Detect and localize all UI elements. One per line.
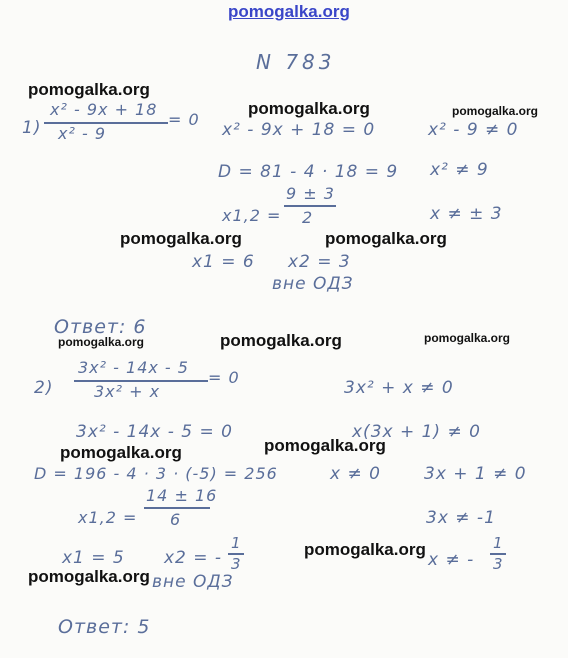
watermark: pomogalka.org — [28, 567, 150, 586]
part1-roots-numerator: 9 ± 3 — [286, 184, 335, 203]
part1-outside-domain: вне ОДЗ — [272, 274, 354, 294]
part2-fraction — [74, 358, 208, 404]
part1-root-x1: x1 = 6 — [192, 252, 255, 272]
part2-answer: Ответ: 5 — [58, 616, 151, 638]
part2-root-x2-numerator: 1 — [231, 534, 242, 552]
part1-label: 1) — [22, 118, 42, 138]
part1-root-x2: x2 = 3 — [288, 252, 351, 272]
part2-condition-d-fraction — [490, 534, 506, 574]
part2-outside-domain: вне ОДЗ — [152, 572, 234, 592]
part2-root-x1: x1 = 5 — [62, 548, 125, 568]
part2-fraction-numerator: 3x² - 14x - 5 — [78, 358, 189, 377]
part2-condition: 3x² + x ≠ 0 — [344, 378, 454, 398]
part2-roots-denominator: 6 — [170, 510, 182, 529]
watermark: pomogalka.org — [120, 229, 242, 248]
watermark: pomogalka.org — [60, 443, 182, 462]
watermark: pomogalka.org — [28, 80, 150, 99]
part2-condition-c: 3x ≠ -1 — [426, 508, 496, 528]
part2-root-x2-fraction — [228, 534, 244, 574]
part2-root-x2-label: x2 = - — [164, 548, 223, 568]
part2-label: 2) — [34, 378, 54, 398]
part2-root-x2-denominator: 3 — [231, 555, 242, 573]
part2-factored: x(3x + 1) ≠ 0 — [352, 422, 481, 442]
part2-eq-zero: = 0 — [208, 368, 240, 387]
site-title-link[interactable]: pomogalka.org — [228, 2, 350, 21]
part2-roots-numerator: 14 ± 16 — [146, 486, 218, 505]
part2-roots-label: x1,2 = — [78, 508, 138, 527]
part2-discriminant: D = 196 - 4 · 3 · (-5) = 256 — [34, 464, 278, 483]
watermark: pomogalka.org — [264, 436, 386, 455]
part1-fraction-denominator: x² - 9 — [58, 124, 107, 143]
watermark: pomogalka.org — [304, 540, 426, 559]
part1-condition-2: x² ≠ 9 — [430, 160, 489, 180]
part1-eq-zero: = 0 — [168, 110, 200, 129]
part1-answer: Ответ: 6 — [54, 316, 147, 338]
part1-roots-label: x1,2 = — [222, 206, 282, 225]
part1-numerator-equation: x² - 9x + 18 = 0 — [222, 120, 376, 140]
watermark: pomogalka.org — [424, 331, 511, 345]
part2-condition-d-numerator: 1 — [493, 534, 504, 552]
part2-condition-d-label: x ≠ - — [428, 550, 475, 570]
part1-roots-fraction — [284, 184, 336, 228]
part1-condition-3: x ≠ ± 3 — [430, 204, 503, 224]
part1-condition: x² - 9 ≠ 0 — [428, 120, 519, 140]
part2-condition-a: x ≠ 0 — [330, 464, 381, 484]
part2-fraction-denominator: 3x² + x — [94, 382, 161, 401]
watermark: pomogalka.org — [220, 331, 342, 350]
part1-fraction — [44, 100, 168, 144]
watermark: pomogalka.org — [452, 104, 539, 118]
part2-condition-d-denominator: 3 — [493, 555, 504, 573]
part1-roots-denominator: 2 — [302, 208, 314, 227]
part1-discriminant: D = 81 - 4 · 18 = 9 — [218, 162, 399, 182]
part1-fraction-numerator: x² - 9x + 18 — [50, 100, 158, 119]
part2-numerator-equation: 3x² - 14x - 5 = 0 — [76, 422, 233, 442]
watermark: pomogalka.org — [58, 335, 145, 349]
watermark: pomogalka.org — [325, 229, 447, 248]
problem-number: N 783 — [256, 50, 336, 74]
part2-condition-b: 3x + 1 ≠ 0 — [424, 464, 527, 484]
watermark: pomogalka.org — [248, 99, 370, 118]
part2-roots-fraction — [144, 486, 218, 530]
